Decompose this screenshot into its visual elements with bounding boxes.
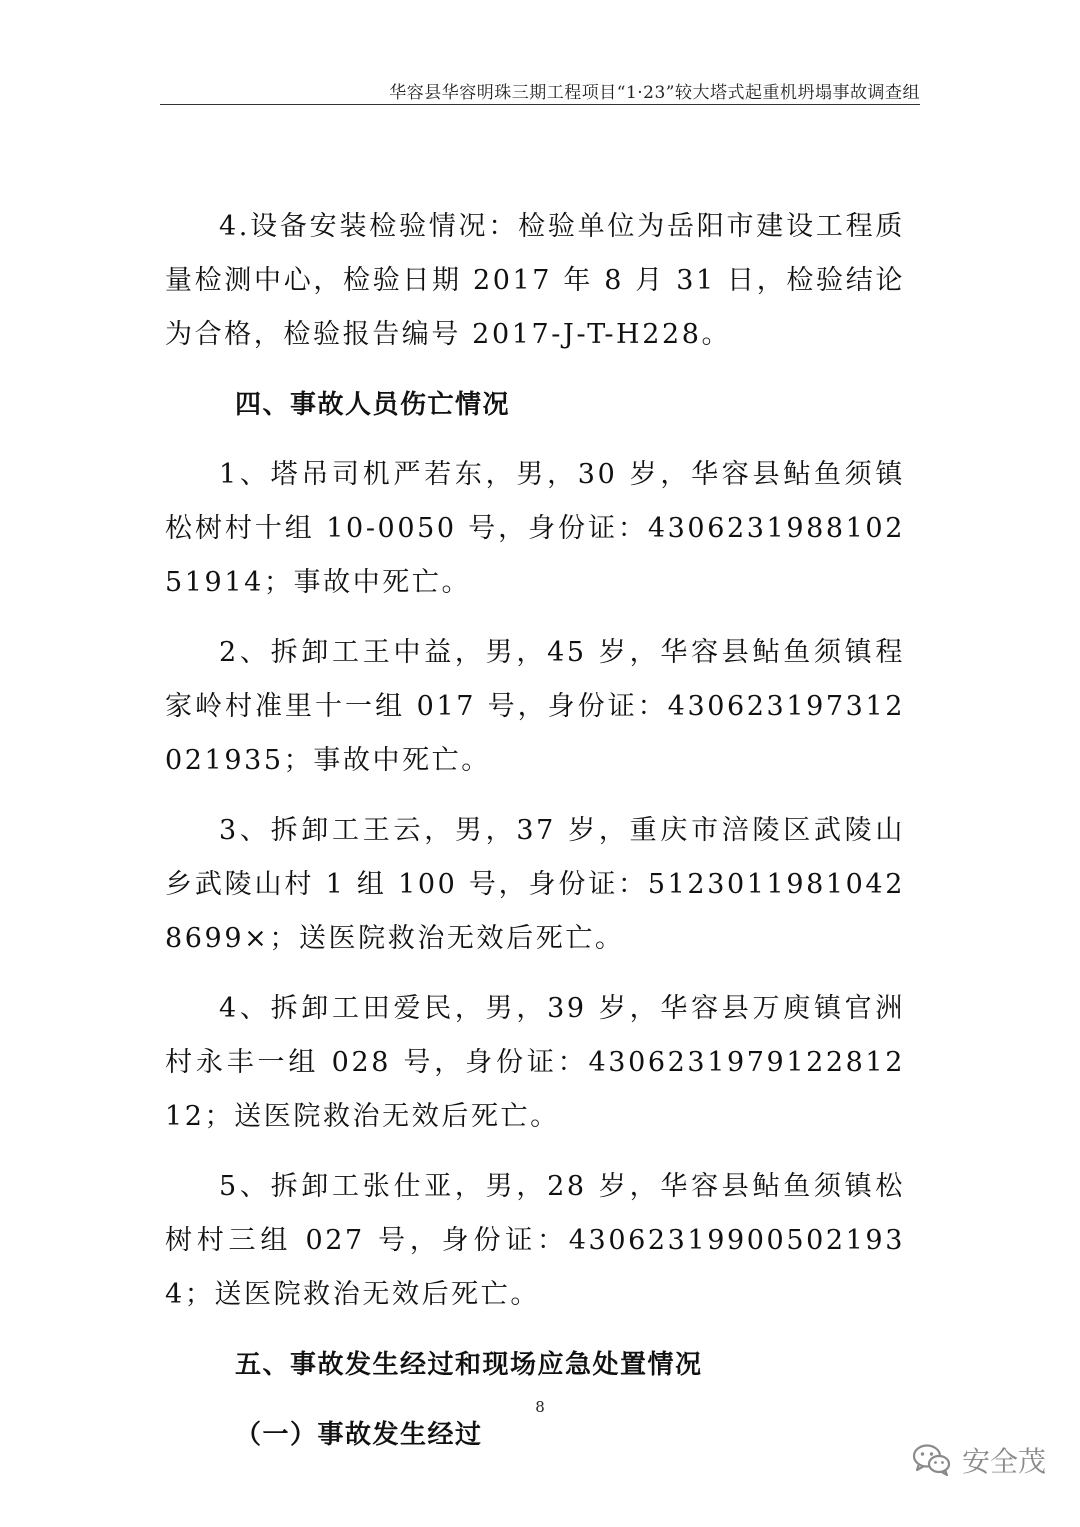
paragraph-victim-2: 2、拆卸工王中益，男，45 岁，华容县鲇鱼须镇程家岭村准里十一组 017 号，身份证：430623197312021935；事故中死亡。 bbox=[165, 637, 905, 776]
paragraph-victim-1: 1、塔吊司机严若东，男，30 岁，华容县鲇鱼须镇松树村十组 10-0050 号，身份证：430623198810251914；事故中死亡。 bbox=[165, 459, 905, 598]
paragraph-inspection: 4.设备安装检验情况：检验单位为岳阳市建设工程质量检测中心，检验日期 2017 年 8 月 31 日，检验结论为合格，检验报告编号 2017-J-T-H228。 bbox=[165, 211, 905, 350]
header-title: 华容县华容明珠三期工程项目“1·23”较大塔式起重机坍塌事故调查组 bbox=[389, 83, 920, 103]
document-body bbox=[165, 200, 905, 1478]
paragraph-victim-5: 5、拆卸工张仕亚，男，28 岁，华容县鲇鱼须镇松树村三组 027 号，身份证：430623199005021934；送医院救治无效后死亡。 bbox=[165, 1171, 905, 1310]
subsection-heading-process: （一）事故发生经过 bbox=[235, 1420, 483, 1450]
section-heading-process: 五、事故发生经过和现场应急处置情况 bbox=[235, 1350, 703, 1380]
wechat-icon bbox=[912, 1443, 952, 1477]
paragraph-victim-4: 4、拆卸工田爱民，男，39 岁，华容县万庾镇官洲村永丰一组 028 号，身份证：430623197912281212；送医院救治无效后死亡。 bbox=[165, 993, 905, 1132]
page-number: 8 bbox=[535, 1398, 545, 1416]
watermark-text: 安全茂 bbox=[961, 1445, 1046, 1478]
paragraph-victim-3: 3、拆卸工王云，男，37 岁，重庆市涪陵区武陵山乡武陵山村 1 组 100 号，身份证：51230119810428699×；送医院救治无效后死亡。 bbox=[165, 815, 905, 954]
page-header bbox=[160, 74, 920, 105]
section-heading-casualties: 四、事故人员伤亡情况 bbox=[235, 390, 511, 420]
watermark bbox=[912, 1438, 1046, 1482]
